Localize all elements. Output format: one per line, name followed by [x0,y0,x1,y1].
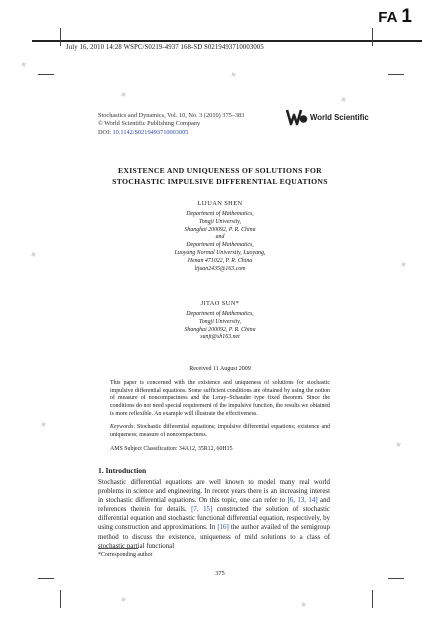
keywords [110,424,330,439]
page-number: 375 [215,570,225,577]
watermark-mark: ✦ [397,258,411,273]
publisher-logo-text: World Scientific [310,112,369,122]
keywords-label: Keywords [110,424,134,430]
body-text-part: and references therein for details. [98,497,330,514]
author-email-1[interactable]: lijuan2435@163.com [194,265,246,272]
watermark-mark: ✦ [117,88,131,103]
watermark-mark: ✦ [27,248,41,263]
author-affiliation-2 [60,311,380,342]
body-paragraph [98,478,330,551]
author-name-1: LIJUAN SHEN [197,200,243,207]
journal-info [98,112,244,137]
world-scientific-logo-icon [286,107,308,127]
body-text-part: the author availed of the semigroup method to discuss the existence, uniqueness of mild solutions to a class of stochastic partial functional [98,524,330,550]
watermark-mark: ✦ [117,593,131,608]
citation-link[interactable]: [6, 13, 14] [287,497,318,505]
journal-citation: Stochastics and Dynamics, Vol. 10, No. 3 (2010) 375–383 [98,112,245,119]
publisher-logo [286,107,369,127]
fa-badge [378,6,412,28]
doi-label: DOI: [98,128,111,136]
affil-line: Department of Mathematics, [186,311,254,317]
affil-line: Shanghai 200092, P. R. China [184,226,256,233]
fa-badge-text: FA [378,9,398,26]
doi-line [98,129,244,137]
crop-mark [388,74,404,75]
watermark-mark: ✦ [297,598,311,613]
crop-mark [372,590,373,608]
watermark-mark: ✦ [227,68,241,83]
running-head: July 16, 2010 14:28 WSPC/S0219-4937 168-SD S0219493710003005 [66,44,264,51]
watermark-mark: ✦ [337,93,351,108]
author-affiliation-1 [60,211,380,273]
crop-mark [388,578,404,579]
affil-line: Luoyang Normal University, Luoyang, [174,249,266,256]
author-name-2: JITAO SUN* [200,300,240,307]
crop-mark [38,74,54,75]
watermark-mark: ✦ [392,438,406,453]
crop-mark [38,578,54,579]
citation-link[interactable]: [7, 15] [191,506,213,514]
affil-line: Shanghai 200092, P. R. China [184,326,256,333]
section-heading: 1. Introduction [98,466,147,475]
author-email-2[interactable]: sunjt@sh163.net [200,334,240,341]
copyright-line: © World Scientific Publishing Company [98,120,201,128]
ams-classification: AMS Subject Classification: 34A12, 35R12, 60H15 [110,446,233,452]
watermark-mark: ✦ [17,58,31,73]
citation-link[interactable]: [16] [217,524,229,532]
paper-title [60,165,380,187]
title-line-1: EXISTENCE AND UNIQUENESS OF SOLUTIONS FOR [117,166,323,175]
doi-link[interactable]: 10.1142/S0219493710003005 [112,128,189,136]
affil-line: and [215,234,225,241]
affil-line: Henan 471022, P. R. China [187,257,253,264]
fa-badge-number: 1 [401,6,412,27]
crop-mark [372,28,373,46]
crop-mark [60,590,61,608]
abstract: This paper is concerned with the existence and uniqueness of solutions for stochastic impulsive differential equations. Some sufficient conditions are obtained by using the notion of measure of noncompactness and the Leray–Schauder type fixed theorem. Since the conditions do not need special requirement of the impulsive function, the results we obtained is more reflexible. An example will illustrate the effectiveness. [110,380,330,417]
affil-line: Tongji University, [198,218,241,225]
received-date: Received 11 August 2009 [189,366,251,372]
crop-mark [60,28,61,46]
header-rule [32,40,422,42]
keywords-text: : Stochastic differential equations; impulsive differential equations; existence and uniqueness; measure of noncompactness. [110,424,330,438]
affil-line: Tongji University, [198,318,241,325]
title-line-2: STOCHASTIC IMPULSIVE DIFFERENTIAL EQUATIONS [112,177,328,186]
watermark-mark: ✦ [37,418,51,433]
footnote-rule [98,548,138,549]
affil-line: Department of Mathematics, [186,242,254,249]
footnote: *Corresponding author [98,552,153,558]
body-text-part: constructed the solution of stochastic differential equation and stochastic functional differential equation, respectively, by using construction and approximations. In [98,506,330,532]
affil-line: Department of Mathematics, [186,211,254,217]
body-text-part: Stochastic differential equations are well known to model many real world problems in science and engineering. In recent years there is an increasing interest in stochastic differential equations. On this topic, one can refer to [98,479,330,505]
